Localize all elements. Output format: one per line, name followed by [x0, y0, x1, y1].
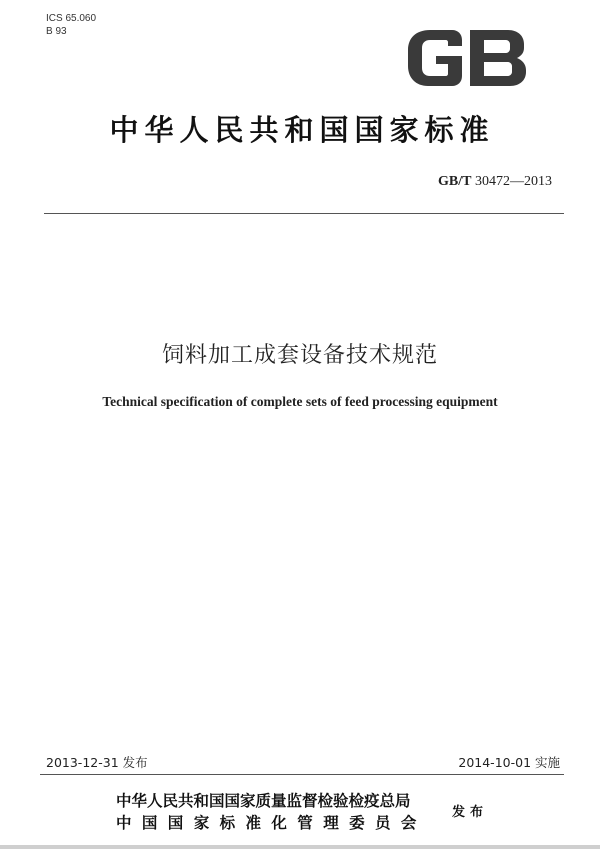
header-divider [44, 213, 564, 214]
issuer-aqsiq: 中华人民共和国国家质量监督检验检疫总局 [116, 792, 411, 810]
standard-code: 30472—2013 [475, 174, 552, 189]
implementation-date: 2014-10-01 实施 [458, 755, 560, 770]
scan-edge [0, 845, 600, 849]
document-title-chinese: 饲料加工成套设备技术规范 [161, 343, 438, 368]
issuer-sac: 中国国家标准化管理委员会 [116, 814, 427, 832]
issue-date: 2013-12-31 发布 [46, 755, 148, 770]
gb-logo [400, 26, 532, 90]
classification-codes [46, 12, 96, 38]
ccs-code: B 93 [46, 26, 67, 37]
ics-code: ICS 65.060 [46, 13, 97, 24]
standard-prefix: GB/T [438, 174, 472, 189]
issuing-authorities [116, 790, 427, 834]
national-standard-heading: 中华人民共和国国家标准 [109, 113, 495, 147]
standard-number [438, 174, 552, 190]
issue-action-label: 发布 [452, 805, 489, 820]
document-title-english: Technical specification of complete sets of feed processing equipment [102, 394, 498, 409]
footer-divider [40, 774, 564, 775]
